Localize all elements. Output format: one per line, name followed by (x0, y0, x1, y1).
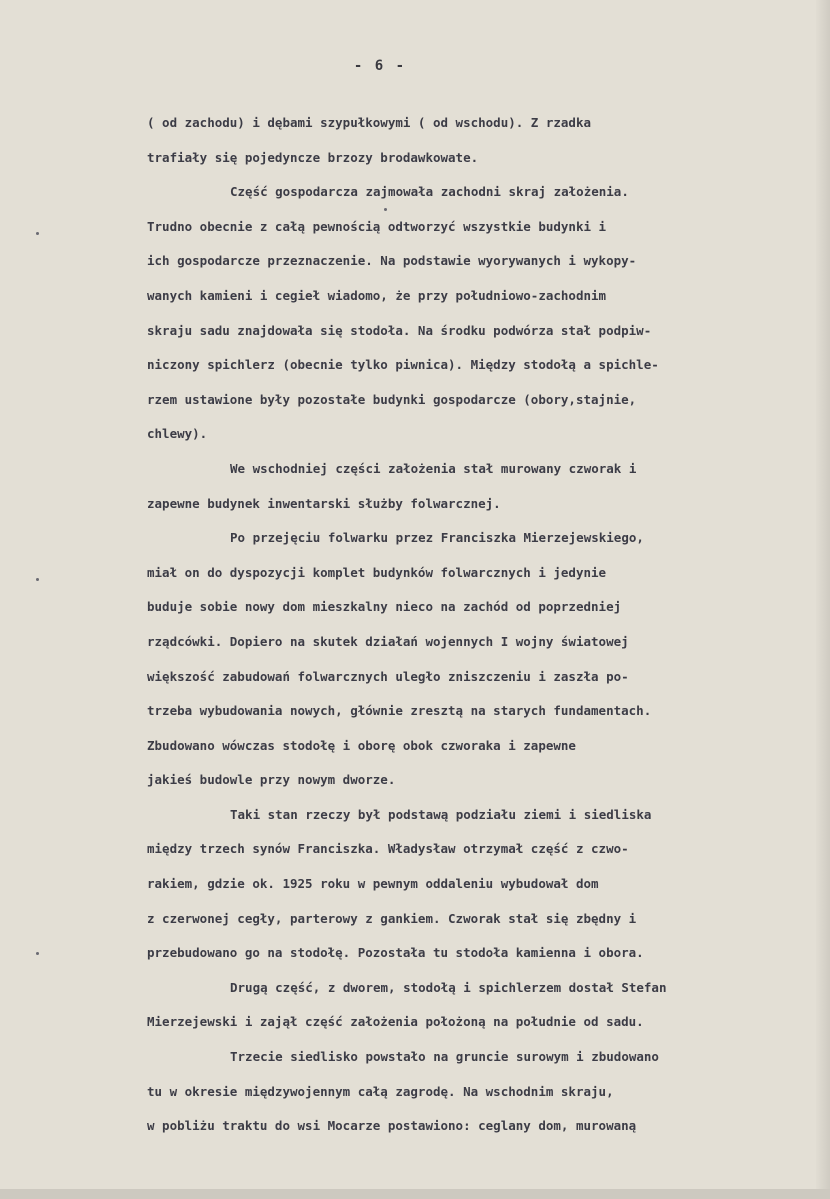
body-text (147, 106, 792, 1144)
page-edge-bottom (0, 1189, 830, 1199)
text-line: wanych kamieni i cegieł wiadomo, że przy południowo-zachodnim (147, 287, 607, 303)
text-line: zapewne budynek inwentarski służby folwarcznej. (147, 495, 501, 511)
text-line: ich gospodarcze przeznaczenie. Na podstawie wyorywanych i wykopy- (147, 253, 637, 269)
text-line: Drugą część, z dworem, stodołą i spichlerzem dostał Stefan (230, 979, 667, 995)
margin-speck (36, 578, 39, 581)
text-line: We wschodniej części założenia stał murowany czworak i (230, 460, 637, 476)
page-number: - 6 - (353, 58, 407, 74)
text-line: miał on do dyspozycji komplet budynków folwarcznych i jedynie (147, 564, 607, 580)
page-edge-right (816, 0, 830, 1199)
text-line: Po przejęciu folwarku przez Franciszka Mierzejewskiego, (230, 530, 644, 546)
margin-speck (36, 232, 39, 235)
text-line: Taki stan rzeczy był podstawą podziału ziemi i siedliska (230, 806, 652, 822)
text-line: rządcówki. Dopiero na skutek działań wojennych I wojny światowej (147, 633, 629, 649)
margin-speck (36, 952, 39, 955)
text-line: trafiały się pojedyncze brzozy brodawkowate. (147, 149, 479, 165)
text-line: Trzecie siedlisko powstało na gruncie surowym i zbudowano (230, 1049, 659, 1065)
text-line: Zbudowano wówczas stodołę i oborę obok czworaka i zapewne (147, 737, 576, 753)
text-line: w pobliżu traktu do wsi Mocarze postawiono: ceglany dom, murowaną (147, 1118, 637, 1134)
text-line: Część gospodarcza zajmowała zachodni skraj założenia. (230, 184, 629, 200)
text-line: trzeba wybudowania nowych, głównie zresztą na starych fundamentach. (147, 703, 652, 719)
text-line: przebudowano go na stodołę. Pozostała tu stodoła kamienna i obora. (147, 945, 644, 961)
text-line: tu w okresie międzywojennym całą zagrodę. Na wschodnim skraju, (147, 1083, 614, 1099)
text-line: Trudno obecnie z całą pewnością odtworzyć wszystkie budynki i (147, 218, 607, 234)
text-line: chlewy). (147, 426, 208, 442)
text-line: rakiem, gdzie ok. 1925 roku w pewnym oddaleniu wybudował dom (147, 876, 599, 892)
text-line: rzem ustawione były pozostałe budynki gospodarcze (obory,stajnie, (147, 391, 637, 407)
text-line: skraju sadu znajdowała się stodoła. Na środku podwórza stał podpiw- (147, 322, 652, 338)
text-line: ( od zachodu) i dębami szypułkowymi ( od wschodu). Z rzadka (147, 115, 592, 130)
text-line: większość zabudowań folwarcznych uległo zniszczeniu i zaszła po- (147, 668, 629, 684)
text-line: jakieś budowle przy nowym dworze. (147, 772, 396, 788)
text-line: buduje sobie nowy dom mieszkalny nieco na zachód od poprzedniej (147, 599, 622, 615)
text-line: z czerwonej cegły, parterowy z gankiem. Czworak stał się zbędny i (147, 910, 637, 926)
text-line: Mierzejewski i zajął część założenia położoną na południe od sadu. (147, 1014, 644, 1030)
text-line: między trzech synów Franciszka. Władysław otrzymał część z czwo- (147, 841, 629, 857)
text-line: niczony spichlerz (obecnie tylko piwnica). Między stodołą a spichle- (147, 357, 659, 373)
